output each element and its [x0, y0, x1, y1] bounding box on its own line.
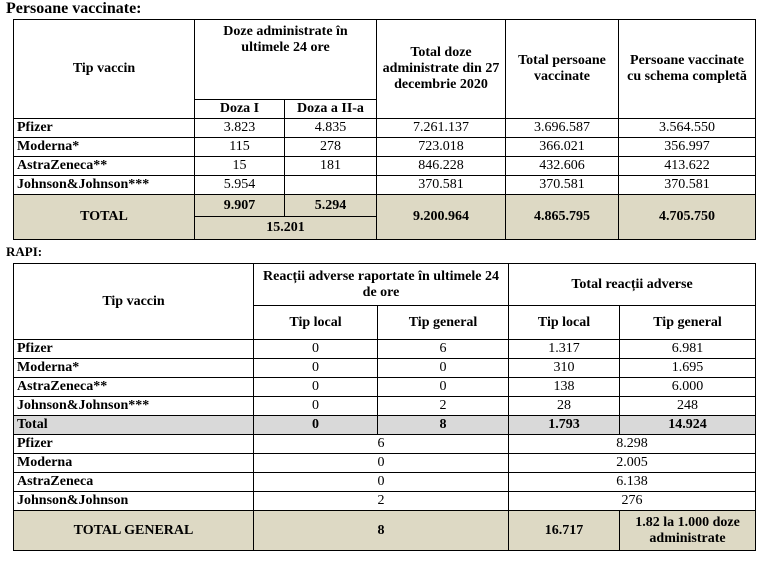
total-doses-sum: 9.200.964 [377, 195, 506, 240]
header-dose-2: Doza a II-a [285, 100, 377, 119]
dose-2-value: 4.835 [285, 119, 377, 138]
header-dose-1: Doza I [195, 100, 285, 119]
complete-schema-value: 413.622 [619, 157, 756, 176]
table-row [14, 397, 756, 416]
header-local-total: Tip local [509, 306, 620, 340]
local-24h-value: 0 [254, 397, 378, 416]
general-total-value: 6.000 [620, 378, 756, 397]
complete-schema-value: 356.997 [619, 138, 756, 157]
vaccinated-table [13, 19, 756, 240]
general-total-value: 1.695 [620, 359, 756, 378]
adverse-total-sum: 8.298 [509, 435, 756, 454]
rapi-header-row [14, 264, 756, 306]
header-doses-24h: Doze administrate în ultimele 24 ore [195, 20, 377, 100]
header-local-24h: Tip local [254, 306, 378, 340]
total-label: TOTAL [14, 195, 195, 240]
table-row [14, 492, 756, 511]
header-total-persons: Total persoane vaccinate [506, 20, 619, 119]
header-adverse-24h: Reacții adverse raportate în ultimele 24 de ore [254, 264, 509, 306]
grand-total-label: TOTAL GENERAL [14, 511, 254, 551]
vaccine-name: Moderna* [14, 138, 195, 157]
vaccine-name: Pfizer [14, 340, 254, 359]
dose-2-value: 278 [285, 138, 377, 157]
dose-1-value: 5.954 [195, 176, 285, 195]
dose-1-value: 115 [195, 138, 285, 157]
table-row [14, 157, 756, 176]
table-row [14, 176, 756, 195]
header-general-total: Tip general [620, 306, 756, 340]
grand-total-24h: 8 [254, 511, 509, 551]
total-persons-value: 370.581 [506, 176, 619, 195]
table-row [14, 340, 756, 359]
total-dose-1: 9.907 [195, 195, 285, 217]
vaccine-name: Johnson&Johnson*** [14, 397, 254, 416]
local-24h-value: 0 [254, 378, 378, 397]
table-row [14, 454, 756, 473]
complete-schema-value: 3.564.550 [619, 119, 756, 138]
total-dose-2: 5.294 [285, 195, 377, 217]
total-row [14, 195, 756, 217]
total-persons-value: 3.696.587 [506, 119, 619, 138]
rapi-total-row [14, 416, 756, 435]
general-total-value: 248 [620, 397, 756, 416]
rapi-total-general: 14.924 [620, 416, 756, 435]
rapi-section-title: RAPI: [6, 244, 43, 259]
total-doses-value: 846.228 [377, 157, 506, 176]
dose-1-value: 15 [195, 157, 285, 176]
total-doses-value: 723.018 [377, 138, 506, 157]
adverse-24h-sum: 0 [254, 454, 509, 473]
rapi-total-label: Total [14, 416, 254, 435]
vaccinated-header-row [14, 20, 756, 100]
vaccine-name: AstraZeneca [14, 473, 254, 492]
header-vaccine-type: Tip vaccin [14, 264, 254, 340]
vaccinated-section-title: Persoane vaccinate: [6, 0, 142, 17]
adverse-24h-sum: 0 [254, 473, 509, 492]
complete-schema-value: 370.581 [619, 176, 756, 195]
general-24h-value: 0 [378, 359, 509, 378]
total-doses-value: 7.261.137 [377, 119, 506, 138]
dose-2-value [285, 176, 377, 195]
grand-total-row [14, 511, 756, 551]
table-row [14, 378, 756, 397]
adverse-total-sum: 2.005 [509, 454, 756, 473]
table-row [14, 119, 756, 138]
total-persons-value: 432.606 [506, 157, 619, 176]
total-doses-value: 370.581 [377, 176, 506, 195]
vaccine-name: Moderna [14, 454, 254, 473]
table-row [14, 138, 756, 157]
vaccine-name: Pfizer [14, 435, 254, 454]
local-24h-value: 0 [254, 340, 378, 359]
adverse-total-sum: 6.138 [509, 473, 756, 492]
header-total-doses: Total doze administrate din 27 decembrie 2020 [377, 20, 506, 119]
rapi-total-local: 1.793 [509, 416, 620, 435]
adverse-total-sum: 276 [509, 492, 756, 511]
local-total-value: 1.317 [509, 340, 620, 359]
general-24h-value: 2 [378, 397, 509, 416]
header-total-adverse: Total reacții adverse [509, 264, 756, 306]
general-24h-value: 0 [378, 378, 509, 397]
vaccine-name: AstraZeneca** [14, 378, 254, 397]
general-24h-value: 6 [378, 340, 509, 359]
dose-2-value: 181 [285, 157, 377, 176]
total-doses-24h-sum: 15.201 [195, 217, 377, 240]
general-total-value: 6.981 [620, 340, 756, 359]
table-row [14, 473, 756, 492]
local-24h-value: 0 [254, 359, 378, 378]
total-persons-sum: 4.865.795 [506, 195, 619, 240]
table-row [14, 435, 756, 454]
vaccine-name: Pfizer [14, 119, 195, 138]
rapi-total-general-24h: 8 [378, 416, 509, 435]
local-total-value: 28 [509, 397, 620, 416]
header-vaccine-type: Tip vaccin [14, 20, 195, 119]
header-complete-schema: Persoane vaccinate cu schema completă [619, 20, 756, 119]
grand-total-rate: 1.82 la 1.000 doze administrate [620, 511, 756, 551]
adverse-24h-sum: 6 [254, 435, 509, 454]
header-general-24h: Tip general [378, 306, 509, 340]
rapi-table [13, 263, 756, 551]
table-row [14, 359, 756, 378]
grand-total-adverse: 16.717 [509, 511, 620, 551]
local-total-value: 310 [509, 359, 620, 378]
total-complete-sum: 4.705.750 [619, 195, 756, 240]
vaccine-name: Johnson&Johnson*** [14, 176, 195, 195]
dose-1-value: 3.823 [195, 119, 285, 138]
total-persons-value: 366.021 [506, 138, 619, 157]
vaccine-name: Johnson&Johnson [14, 492, 254, 511]
vaccine-name: AstraZeneca** [14, 157, 195, 176]
local-total-value: 138 [509, 378, 620, 397]
adverse-24h-sum: 2 [254, 492, 509, 511]
rapi-total-local-24h: 0 [254, 416, 378, 435]
vaccine-name: Moderna* [14, 359, 254, 378]
